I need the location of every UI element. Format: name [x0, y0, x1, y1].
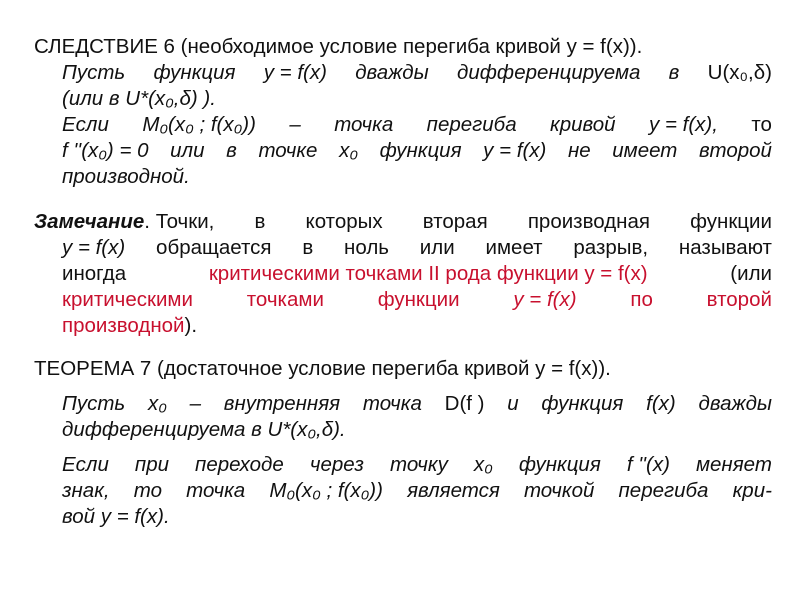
word: функция — [379, 139, 462, 162]
word: называют — [678, 236, 772, 259]
remark-term: Замечание — [34, 210, 145, 233]
remark-line-5 — [34, 313, 772, 339]
critical-points-term: критическими точками II рода функции y = f(x) — [208, 262, 648, 285]
word: является — [407, 479, 500, 502]
word: в — [302, 236, 314, 259]
word: в — [254, 210, 266, 233]
word: второй — [699, 139, 772, 162]
word: Если — [62, 113, 109, 136]
theorem-7-line-1 — [34, 391, 772, 417]
corollary-6-line-3 — [34, 112, 772, 138]
theorem-7-line-2: дифференцируема в U*(x₀,δ). — [62, 418, 346, 441]
spacer — [34, 382, 772, 391]
word: кри- — [732, 479, 772, 502]
theorem-7 — [34, 356, 772, 530]
word: Если — [62, 453, 109, 476]
word: f(x) — [646, 392, 676, 415]
word: переходе — [195, 453, 284, 476]
word: M₀(x₀ ; f(x₀)) — [269, 479, 383, 502]
remark-line-2 — [34, 235, 772, 261]
spacer — [34, 190, 772, 209]
word: обращается — [156, 236, 272, 259]
word: в — [668, 61, 680, 84]
word: Пусть — [62, 392, 126, 415]
word: производной — [62, 314, 185, 337]
word: точкой — [523, 479, 595, 502]
word: имеет — [485, 236, 543, 259]
corollary-6-line-4 — [34, 138, 772, 164]
word: меняет — [695, 453, 772, 476]
word: второй — [706, 288, 772, 311]
word: критическими — [62, 288, 193, 311]
word: D(f ) — [444, 392, 485, 415]
word: в — [226, 139, 237, 162]
word: вторая — [422, 210, 488, 233]
word: которых — [305, 210, 383, 233]
word: дифференцируема — [456, 61, 641, 84]
word: функция — [518, 453, 601, 476]
spacer — [34, 339, 772, 356]
word: y = f(x) — [263, 61, 327, 84]
word: – — [289, 113, 301, 136]
word: точке — [258, 139, 318, 162]
word: y = f(x) — [513, 288, 577, 311]
word: точка — [334, 113, 394, 136]
word: то — [751, 113, 772, 136]
word: дважды — [698, 392, 772, 415]
word: точка — [362, 392, 422, 415]
word: то — [133, 479, 162, 502]
word: или — [170, 139, 205, 162]
remark-first-word — [34, 209, 214, 235]
word: y = f(x) — [483, 139, 547, 162]
word: и — [507, 392, 519, 415]
word: перегиба — [618, 479, 709, 502]
word: функция — [153, 61, 236, 84]
theorem-7-line-3 — [34, 452, 772, 478]
word: x₀ — [473, 453, 493, 476]
remark-line-3 — [34, 261, 772, 287]
word: точка — [186, 479, 246, 502]
word: – — [189, 392, 202, 415]
word: . Точки, — [144, 210, 215, 233]
word: функции — [690, 210, 772, 233]
word: имеет — [612, 139, 678, 162]
word: y = f(x), — [649, 113, 718, 136]
word: по — [630, 288, 653, 311]
word: перегиба — [426, 113, 517, 136]
remark-line-4 — [34, 287, 772, 313]
word: x₀ — [147, 392, 167, 415]
word: функции — [377, 288, 460, 311]
word: или — [419, 236, 455, 259]
word: Пусть — [62, 61, 126, 84]
corollary-6-line-5: производной. — [62, 165, 190, 188]
theorem-7-heading: ТЕОРЕМА 7 (достаточное условие перегиба кривой y = f(x)). — [34, 357, 611, 380]
corollary-6-line-1 — [34, 60, 772, 86]
word: разрыв, — [573, 236, 649, 259]
remark-line-1 — [34, 209, 772, 235]
slide-content — [34, 34, 772, 530]
word: дважды — [355, 61, 429, 84]
word: U(x₀,δ) — [707, 61, 772, 84]
word: f ''(x) — [626, 453, 670, 476]
word: при — [134, 453, 170, 476]
word: (или — [730, 262, 772, 285]
word: внутренняя — [223, 392, 341, 415]
word: точками — [246, 288, 324, 311]
word: y = f(x) — [62, 236, 126, 259]
corollary-6-line-2: (или в U*(x₀,δ) ). — [62, 87, 216, 110]
theorem-7-line-4 — [34, 478, 772, 504]
word: кривой — [550, 113, 616, 136]
word: не — [567, 139, 591, 162]
word: M₀(x₀ ; f(x₀)) — [142, 113, 256, 136]
word: ноль — [344, 236, 389, 259]
theorem-7-line-5: вой y = f(x). — [62, 505, 170, 528]
word: через — [309, 453, 364, 476]
corollary-6-heading: СЛЕДСТВИЕ 6 (необходимое условие перегиба кривой y = f(x)). — [34, 35, 643, 58]
word: точку — [389, 453, 448, 476]
spacer — [34, 443, 772, 452]
word: производная — [527, 210, 650, 233]
word: функция — [541, 392, 624, 415]
word: знак, — [62, 479, 110, 502]
word: иногда — [62, 262, 127, 285]
word: f ''(x₀) = 0 — [62, 139, 149, 162]
remark — [34, 209, 772, 339]
word: x₀ — [339, 139, 358, 162]
word: ). — [184, 314, 198, 337]
corollary-6 — [34, 34, 772, 190]
